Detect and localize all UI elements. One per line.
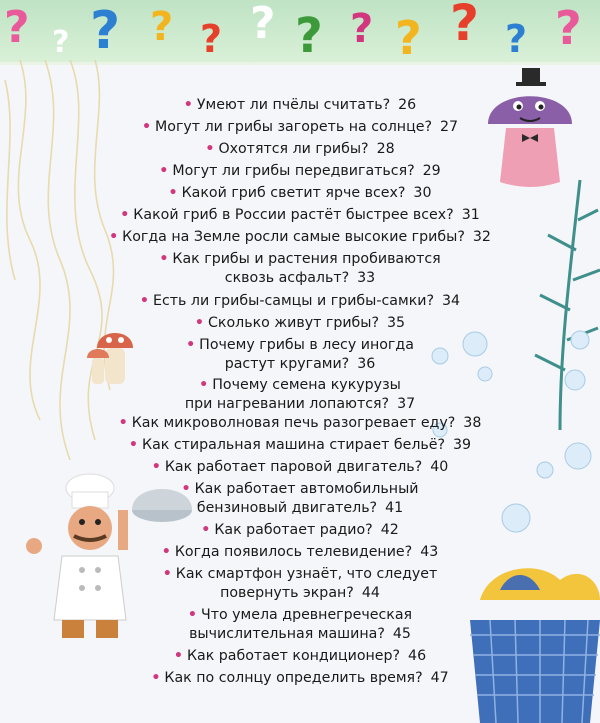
svg-text:?: ?	[150, 4, 174, 50]
toc-entry[interactable]	[0, 543, 600, 562]
svg-text:?: ?	[505, 17, 528, 61]
entry-title: Сколько живут грибы?	[207, 315, 380, 331]
entry-title: Какой гриб в России растёт быстрее всех?	[133, 207, 454, 223]
toc-entry[interactable]	[0, 184, 600, 203]
entry-page-number: 44	[361, 585, 380, 601]
entry-title-continued: вычислительная машина?	[189, 626, 385, 642]
entry-title: Как работает кондиционер?	[186, 648, 401, 664]
entry-title: Как грибы и растения пробиваются	[172, 251, 441, 267]
entry-line	[0, 625, 600, 644]
bullet-icon: •	[139, 293, 149, 309]
bullet-icon: •	[118, 415, 128, 431]
bullet-icon: •	[159, 251, 169, 267]
entry-title-continued: повернуть экран?	[220, 585, 354, 601]
bullet-icon: •	[187, 607, 197, 623]
toc-entry[interactable]	[0, 250, 600, 288]
toc-entry[interactable]	[0, 606, 600, 644]
bullet-icon: •	[199, 377, 209, 393]
entry-title: Есть ли грибы-самцы и грибы-самки?	[153, 293, 435, 309]
toc-entry[interactable]	[0, 414, 600, 433]
entry-title: Как микроволновая печь разогревает еду?	[131, 415, 456, 431]
svg-text:?: ?	[200, 17, 223, 61]
bullet-icon: •	[161, 544, 171, 560]
entry-title: Когда на Земле росли самые высокие грибы?	[122, 229, 465, 245]
entry-line	[0, 250, 600, 269]
bullet-icon: •	[159, 163, 169, 179]
bullet-icon: •	[181, 481, 191, 497]
entry-page-number: 42	[380, 522, 399, 538]
svg-text:?: ?	[350, 6, 374, 52]
entry-page-number: 38	[463, 415, 482, 431]
entry-page-number: 46	[408, 648, 427, 664]
bullet-icon: •	[151, 459, 161, 475]
entry-title: Что умела древнегреческая	[200, 607, 413, 623]
bullet-icon: •	[201, 522, 211, 538]
entry-page-number: 34	[442, 293, 461, 309]
bullet-icon: •	[173, 648, 183, 664]
bullet-icon: •	[151, 670, 161, 686]
entry-page-number: 41	[385, 500, 404, 516]
entry-title: Когда появилось телевидение?	[174, 544, 413, 560]
entry-line	[0, 565, 600, 584]
svg-text:?: ?	[395, 11, 422, 62]
bullet-icon: •	[183, 97, 193, 113]
entry-page-number: 30	[413, 185, 432, 201]
entry-line	[0, 584, 600, 603]
bullet-icon: •	[186, 337, 196, 353]
toc-entry[interactable]	[0, 292, 600, 311]
toc-entry[interactable]	[0, 96, 600, 115]
entry-page-number: 33	[357, 270, 376, 286]
toc-entry[interactable]	[0, 647, 600, 666]
toc-entry[interactable]	[0, 480, 600, 518]
entry-title: Какой гриб светит ярче всех?	[181, 185, 406, 201]
entry-line	[0, 336, 600, 355]
toc-entry[interactable]	[0, 228, 600, 247]
toc-entry[interactable]	[0, 669, 600, 688]
entry-line	[0, 499, 600, 518]
entry-page-number: 43	[420, 544, 439, 560]
svg-text:?: ?	[250, 0, 276, 49]
bullet-icon: •	[141, 119, 152, 135]
entry-title-continued: растут кругами?	[224, 356, 350, 372]
entry-title: Как работает автомобильный	[194, 481, 419, 497]
toc-entry[interactable]	[0, 376, 600, 414]
toc-entry[interactable]	[0, 565, 600, 603]
toc-entry[interactable]	[0, 118, 600, 137]
entry-title-continued: при нагревании лопаются?	[184, 396, 390, 412]
toc-entry[interactable]	[0, 206, 600, 225]
entry-line	[0, 606, 600, 625]
entry-page-number: 28	[376, 141, 395, 157]
entry-title: Охотятся ли грибы?	[218, 141, 369, 157]
bullet-icon: •	[120, 207, 130, 223]
toc-entry[interactable]	[0, 314, 600, 333]
entry-title: Как работает радио?	[214, 522, 373, 538]
toc-entry[interactable]	[0, 436, 600, 455]
entry-page-number: 32	[472, 229, 491, 245]
question-marks-banner	[0, 0, 600, 65]
entry-title: Могут ли грибы передвигаться?	[172, 163, 415, 179]
toc-entry[interactable]	[0, 336, 600, 374]
toc-entry[interactable]	[0, 140, 600, 159]
bullet-icon: •	[109, 229, 119, 245]
entry-page-number: 40	[430, 459, 449, 475]
entry-title: Как стиральная машина стирает бельё?	[142, 437, 446, 453]
entry-title-continued: сквозь асфальт?	[224, 270, 350, 286]
entry-title: Как работает паровой двигатель?	[164, 459, 423, 475]
entry-line	[0, 480, 600, 499]
entry-title-continued: бензиновый двигатель?	[196, 500, 378, 516]
entry-line	[0, 395, 600, 414]
bullet-icon: •	[128, 437, 138, 453]
toc-entry[interactable]	[0, 521, 600, 540]
entry-page-number: 47	[430, 670, 449, 686]
svg-text:?: ?	[295, 8, 323, 62]
question-mark-icons	[0, 0, 600, 62]
entry-title: Умеют ли пчёлы считать?	[196, 97, 391, 113]
toc-entry[interactable]	[0, 162, 600, 181]
bullet-icon: •	[194, 315, 204, 331]
entry-line	[0, 355, 600, 374]
entry-page-number: 37	[397, 396, 416, 412]
bullet-icon: •	[168, 185, 178, 201]
svg-text:?: ?	[90, 1, 121, 61]
entry-line	[0, 269, 600, 288]
entry-page-number: 26	[398, 97, 417, 113]
entry-page-number: 45	[392, 626, 411, 642]
svg-text:?: ?	[555, 1, 582, 55]
entry-page-number: 35	[387, 315, 406, 331]
svg-text:?: ?	[4, 2, 30, 53]
bullet-icon: •	[162, 566, 172, 582]
entry-page-number: 39	[453, 437, 472, 453]
entry-title: Почему грибы в лесу иногда	[199, 337, 414, 353]
entry-title: Могут ли грибы загореть на солнце?	[155, 119, 432, 135]
entry-page-number: 27	[439, 119, 459, 135]
entry-title: Как по солнцу определить время?	[164, 670, 423, 686]
entry-page-number: 36	[357, 356, 376, 372]
entry-page-number: 29	[422, 163, 441, 179]
svg-text:?: ?	[52, 25, 70, 60]
entry-line	[0, 376, 600, 395]
svg-text:?: ?	[450, 0, 480, 52]
entry-page-number: 31	[461, 207, 480, 223]
bullet-icon: •	[205, 141, 215, 157]
toc-entry[interactable]	[0, 458, 600, 477]
entry-title: Почему семена кукурузы	[212, 377, 401, 393]
entry-title: Как смартфон узнаёт, что следует	[175, 566, 438, 582]
